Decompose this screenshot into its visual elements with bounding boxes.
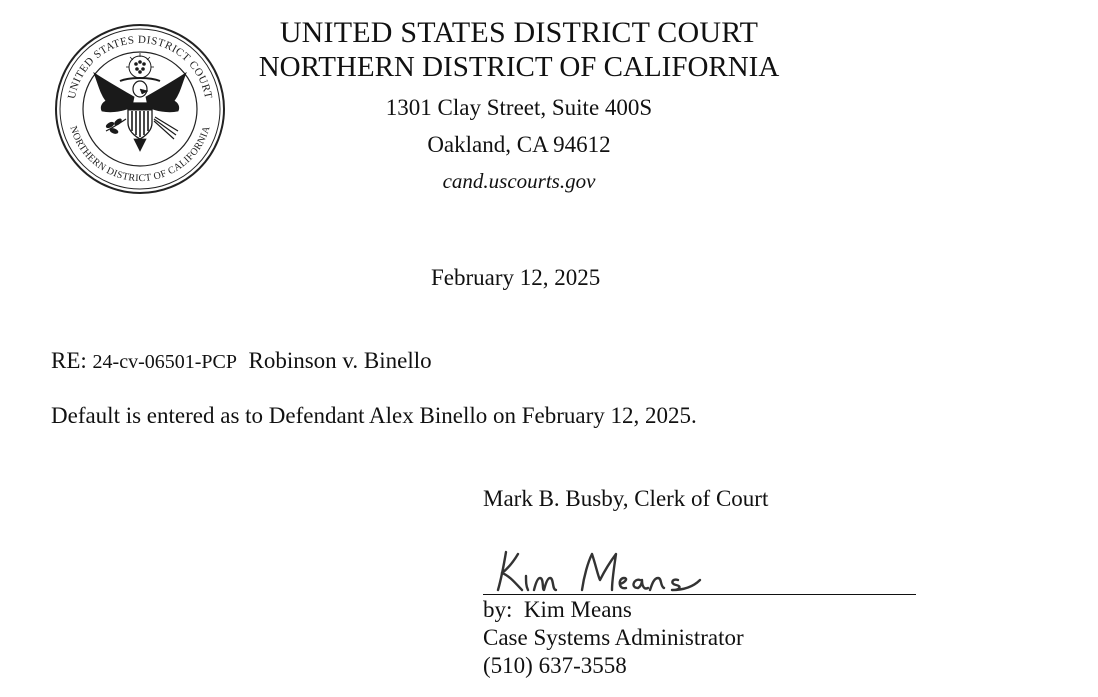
document-date: February 12, 2025 [431, 265, 601, 290]
seal-bottom-text: NORTHERN DISTRICT OF CALIFORNIA [67, 124, 213, 185]
eagle-seal-icon [94, 53, 186, 151]
court-seal [54, 23, 226, 195]
case-number: 24-cv-06501-PCP [92, 351, 237, 373]
case-name: Robinson v. Binello [236, 348, 432, 373]
address-street: 1301 Clay Street, Suite 400S [385, 95, 653, 120]
handwritten-signature [492, 546, 712, 596]
re-prefix: RE: [51, 348, 93, 373]
signature-line [483, 594, 916, 595]
signer-title: Case Systems Administrator [483, 625, 744, 650]
signed-by: by: Kim Means [483, 597, 632, 622]
court-name: UNITED STATES DISTRICT COURT [279, 16, 759, 49]
clerk-name: Mark B. Busby, Clerk of Court [483, 486, 769, 511]
court-website: cand.uscourts.gov [442, 169, 596, 193]
default-entry-text: Default is entered as to Defendant Alex Binello on February 12, 2025. [51, 403, 697, 428]
signer-phone: (510) 637-3558 [483, 653, 627, 678]
address-city: Oakland, CA 94612 [427, 132, 611, 157]
re-line [51, 348, 432, 374]
seal-top-text: UNITED STATES DISTRICT COURT [65, 33, 215, 100]
district-name: NORTHERN DISTRICT OF CALIFORNIA [258, 51, 780, 83]
